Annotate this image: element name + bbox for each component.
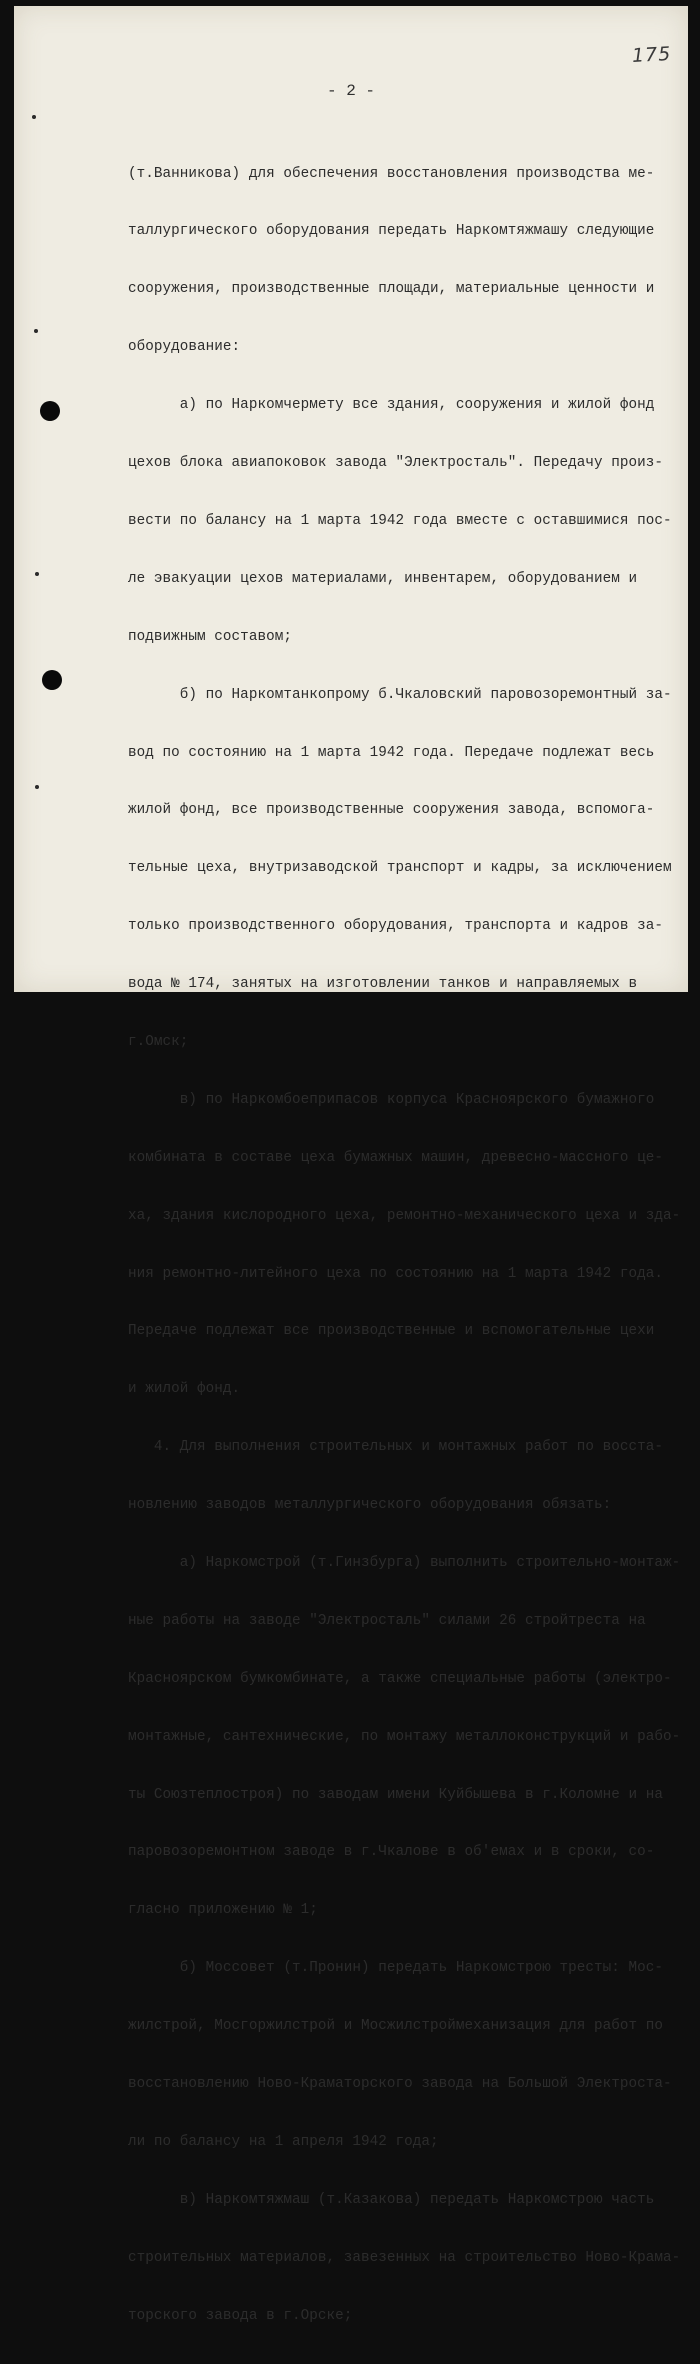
stitch-mark [34, 329, 38, 333]
text-line: гласно приложению № 1; [128, 1902, 318, 1919]
text-line: ния ремонтно-литейного цеха по состоянию на 1 марта 1942 года. [128, 1265, 664, 1282]
text-line: комбината в составе цеха бумажных машин, древесно-массного це- [128, 1149, 664, 1166]
text-line: восстановлению Ново-Краматорского завода на Большой Электроста- [128, 2075, 672, 2092]
text-line: паровозоремонтном заводе в г.Чкалове в об'емах и в сроки, со- [128, 1844, 655, 1861]
text-line: а) по Наркомчермету все здания, сооружения и жилой фонд [128, 397, 655, 414]
text-line: ха, здания кислородного цеха, ремонтно-механического цеха и зда- [128, 1207, 681, 1224]
text-line: оборудование: [128, 339, 241, 356]
text-line: торского завода в г.Орске; [128, 2307, 353, 2324]
text-line: ные работы на заводе "Электросталь" силами 26 стройтреста на [128, 1612, 646, 1629]
folio-number: 175 [631, 42, 672, 68]
text-line: сооружения, производственные площади, материальные ценности и [128, 281, 655, 298]
text-line: а) Наркомстрой (т.Гинзбурга) выполнить строительно-монтаж- [128, 1554, 681, 1571]
text-line: ли по балансу на 1 апреля 1942 года; [128, 2133, 439, 2150]
stitch-mark [35, 572, 39, 576]
text-line: Красноярском бумкомбинате, а также специальные работы (электро- [128, 1670, 672, 1687]
document-page [14, 6, 688, 2324]
text-line: Передаче подлежат все производственные и вспомогательные цехи [128, 1323, 655, 1340]
text-line: г.Омск; [128, 1033, 189, 1050]
text-line: б) по Наркомтанкопрому б.Чкаловский паровозоремонтный за- [128, 686, 672, 703]
text-line: ты Союзтеплостроя) по заводам имени Куйбышева в г.Коломне и на [128, 1786, 664, 1803]
text-line: цехов блока авиапоковок завода "Электросталь". Передачу произ- [128, 455, 664, 472]
punch-hole [42, 670, 62, 690]
text-line: монтажные, сантехнические, по монтажу металлоконструкций и рабо- [128, 1728, 681, 1745]
text-line: и жилой фонд. [128, 1381, 241, 1398]
text-line: вода № 174, занятых на изготовлении танков и направляемых в [128, 976, 638, 993]
text-line: 4. Для выполнения строительных и монтажных работ по восста- [128, 1439, 664, 1456]
text-line: жилстрой, Мосгоржилстрой и Мосжилстроймеханизация для работ по [128, 2018, 664, 2035]
text-line: в) Наркомтяжмаш (т.Казакова) передать Наркомстрою часть [128, 2191, 655, 2208]
text-line: б) Моссовет (т.Пронин) передать Наркомстрою тресты: Мос- [128, 1960, 664, 1977]
text-line: вести по балансу на 1 марта 1942 года вместе с оставшимися пос- [128, 512, 672, 529]
text-line: только производственного оборудования, транспорта и кадров за- [128, 918, 664, 935]
text-line: таллургического оборудования передать Наркомтяжмашу следующие [128, 223, 655, 240]
text-line: тельные цеха, внутризаводской транспорт и кадры, за исключением [128, 860, 672, 877]
text-line: ле эвакуации цехов материалами, инвентарем, оборудованием и [128, 570, 638, 587]
text-line: подвижным составом; [128, 628, 292, 645]
text-line: (т.Ванникова) для обеспечения восстановления производства ме- [128, 165, 655, 182]
page-number: - 2 - [326, 82, 375, 100]
text-line: вод по состоянию на 1 марта 1942 года. Передаче подлежат весь [128, 744, 655, 761]
text-line: в) по Наркомбоеприпасов корпуса Красноярского бумажного [128, 1091, 655, 1108]
document-body [128, 126, 681, 2364]
stitch-mark [32, 115, 36, 119]
stitch-mark [35, 785, 39, 789]
text-line: новлению заводов металлургического оборудования обязать: [128, 1497, 612, 1514]
text-line: жилой фонд, все производственные сооружения завода, вспомога- [128, 802, 655, 819]
text-line: строительных материалов, завезенных на строительство Ново-Крама- [128, 2249, 681, 2266]
punch-hole [40, 401, 60, 421]
